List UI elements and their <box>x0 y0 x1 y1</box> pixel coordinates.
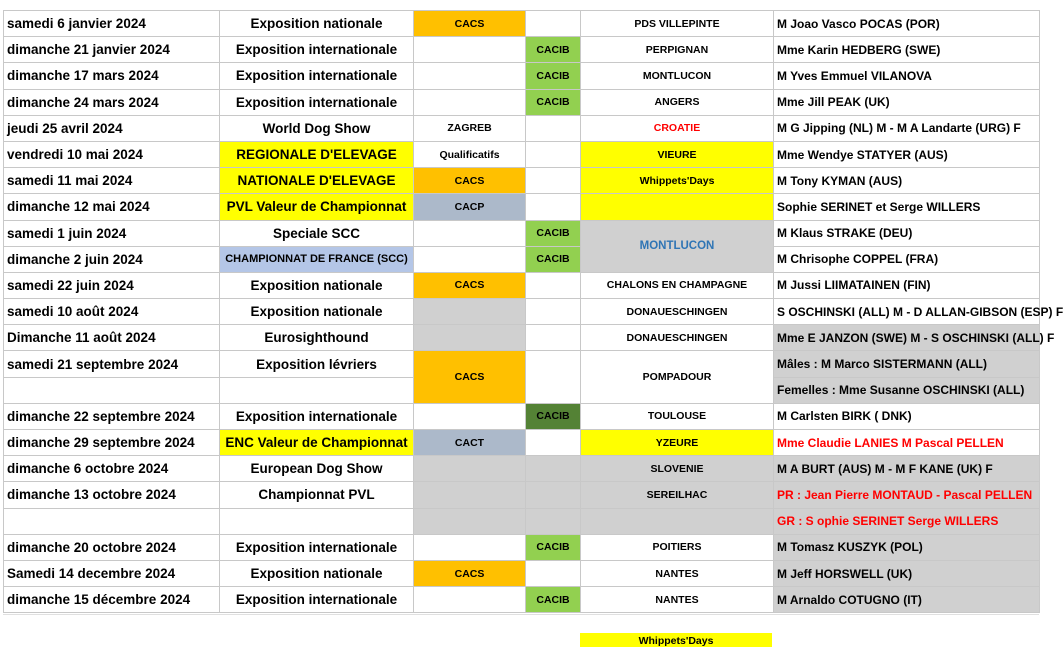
judge-cell[interactable]: M Chrisophe COPPEL (FRA) <box>774 246 1040 272</box>
cacib-cell[interactable] <box>526 325 581 351</box>
table-row <box>4 403 1040 429</box>
event-type-cell[interactable]: Exposition internationale <box>220 63 414 89</box>
date-cell[interactable]: jeudi 25 avril 2024 <box>4 115 220 141</box>
location-cell[interactable]: PERPIGNAN <box>581 37 774 63</box>
certificate-cell[interactable] <box>414 89 526 115</box>
certificate-cell[interactable] <box>414 587 526 613</box>
date-cell[interactable]: dimanche 13 octobre 2024 <box>4 482 220 508</box>
location-cell[interactable]: TOULOUSE <box>581 403 774 429</box>
judge-cell[interactable]: S OSCHINSKI (ALL) M - D ALLAN-GIBSON (ESP) F <box>774 299 1040 325</box>
judge-cell[interactable]: M Jeff HORSWELL (UK) <box>774 560 1040 586</box>
judge-cell[interactable]: Sophie SERINET et Serge WILLERS <box>774 194 1040 220</box>
cacib-cell[interactable] <box>526 456 581 482</box>
date-cell[interactable]: dimanche 29 septembre 2024 <box>4 430 220 456</box>
date-cell[interactable]: samedi 1 juin 2024 <box>4 220 220 246</box>
table-row <box>4 194 1040 220</box>
certificate-cell[interactable] <box>414 299 526 325</box>
judge-cell[interactable]: M G Jipping (NL) M - M A Landarte (URG) F <box>774 115 1040 141</box>
event-type-cell[interactable]: Exposition nationale <box>220 272 414 298</box>
table-row <box>4 115 1040 141</box>
certificate-cell[interactable]: Qualificatifs <box>414 141 526 167</box>
table-row <box>4 299 1040 325</box>
event-type-cell[interactable]: Exposition internationale <box>220 37 414 63</box>
location-cell[interactable]: YZEURE <box>581 430 774 456</box>
event-type-cell[interactable]: Exposition nationale <box>220 560 414 586</box>
certificate-cell[interactable]: CACS <box>414 272 526 298</box>
certificate-cell[interactable] <box>414 246 526 272</box>
certificate-cell[interactable]: CACS <box>414 351 526 403</box>
cacib-cell[interactable] <box>526 115 581 141</box>
certificate-cell[interactable]: CACS <box>414 11 526 37</box>
cacib-cell[interactable]: CACIB <box>526 403 581 429</box>
cacib-cell[interactable]: CACIB <box>526 246 581 272</box>
table-row <box>4 37 1040 63</box>
date-cell[interactable]: dimanche 24 mars 2024 <box>4 89 220 115</box>
table-row <box>4 508 1040 534</box>
certificate-cell[interactable] <box>414 403 526 429</box>
location-cell[interactable]: ANGERS <box>581 89 774 115</box>
location-cell[interactable]: SEREILHAC <box>581 482 774 508</box>
cacib-cell[interactable]: CACIB <box>526 89 581 115</box>
event-type-cell[interactable]: World Dog Show <box>220 115 414 141</box>
certificate-cell[interactable]: CACP <box>414 194 526 220</box>
cacib-cell[interactable] <box>526 141 581 167</box>
cacib-cell[interactable] <box>526 168 581 194</box>
table-row <box>4 534 1040 560</box>
cacib-cell[interactable] <box>526 299 581 325</box>
event-type-cell[interactable]: Exposition internationale <box>220 403 414 429</box>
date-cell[interactable]: dimanche 15 décembre 2024 <box>4 587 220 613</box>
event-type-cell[interactable]: NATIONALE D'ELEVAGE <box>220 168 414 194</box>
judge-cell[interactable]: M Klaus STRAKE (DEU) <box>774 220 1040 246</box>
judge-cell[interactable]: M Yves Emmuel VILANOVA <box>774 63 1040 89</box>
event-type-cell[interactable]: Exposition nationale <box>220 299 414 325</box>
location-cell[interactable]: DONAUESCHINGEN <box>581 325 774 351</box>
judge-cell[interactable]: Mme Karin HEDBERG (SWE) <box>774 37 1040 63</box>
event-type-cell[interactable]: Speciale SCC <box>220 220 414 246</box>
date-cell[interactable]: vendredi 10 mai 2024 <box>4 141 220 167</box>
date-cell[interactable]: dimanche 2 juin 2024 <box>4 246 220 272</box>
location-cell[interactable]: SLOVENIE <box>581 456 774 482</box>
certificate-cell[interactable] <box>414 37 526 63</box>
judge-cell[interactable]: M A BURT (AUS) M - M F KANE (UK) F <box>774 456 1040 482</box>
table-row <box>4 325 1040 351</box>
table-row <box>4 482 1040 508</box>
date-cell[interactable]: dimanche 6 octobre 2024 <box>4 456 220 482</box>
table-row <box>4 560 1040 586</box>
date-cell[interactable]: Dimanche 11 août 2024 <box>4 325 220 351</box>
location-cell[interactable]: NANTES <box>581 560 774 586</box>
judge-cell[interactable]: Femelles : Mme Susanne OSCHINSKI (ALL) <box>774 377 1040 403</box>
date-cell[interactable] <box>4 377 220 403</box>
judge-cell[interactable]: Mme E JANZON (SWE) M - S OSCHINSKI (ALL) F <box>774 325 1040 351</box>
cacib-cell[interactable]: CACIB <box>526 534 581 560</box>
certificate-cell[interactable] <box>414 220 526 246</box>
judge-cell[interactable]: PR : Jean Pierre MONTAUD - Pascal PELLEN <box>774 482 1040 508</box>
location-cell[interactable]: POITIERS <box>581 534 774 560</box>
event-type-cell[interactable]: Exposition internationale <box>220 89 414 115</box>
location-cell[interactable]: DONAUESCHINGEN <box>581 299 774 325</box>
certificate-cell[interactable] <box>414 482 526 508</box>
certificate-cell[interactable] <box>414 456 526 482</box>
event-type-cell[interactable]: Exposition internationale <box>220 534 414 560</box>
event-type-cell[interactable] <box>220 377 414 403</box>
table-row <box>4 89 1040 115</box>
cacib-cell[interactable]: CACIB <box>526 587 581 613</box>
judge-cell[interactable]: M Tomasz KUSZYK (POL) <box>774 534 1040 560</box>
location-cell[interactable]: MONTLUCON <box>581 63 774 89</box>
table-row <box>4 272 1040 298</box>
judge-cell[interactable]: Mâles : M Marco SISTERMANN (ALL) <box>774 351 1040 377</box>
certificate-cell[interactable] <box>414 63 526 89</box>
judge-cell[interactable]: M Tony KYMAN (AUS) <box>774 168 1040 194</box>
empty-spreadsheet-row <box>3 614 1039 635</box>
table-row <box>4 63 1040 89</box>
judge-cell[interactable]: M Carlsten BIRK ( DNK) <box>774 403 1040 429</box>
event-type-cell[interactable]: Exposition nationale <box>220 11 414 37</box>
judge-cell[interactable]: M Jussi LIIMATAINEN (FIN) <box>774 272 1040 298</box>
certificate-cell[interactable] <box>414 325 526 351</box>
table-row <box>4 430 1040 456</box>
cacib-cell[interactable] <box>526 560 581 586</box>
cacib-cell[interactable]: CACIB <box>526 37 581 63</box>
table-row <box>4 11 1040 37</box>
date-cell[interactable]: samedi 22 juin 2024 <box>4 272 220 298</box>
location-cell[interactable]: CHALONS EN CHAMPAGNE <box>581 272 774 298</box>
date-cell[interactable]: samedi 10 août 2024 <box>4 299 220 325</box>
judge-cell[interactable]: Mme Wendye STATYER (AUS) <box>774 141 1040 167</box>
cacib-cell[interactable] <box>526 194 581 220</box>
location-cell[interactable]: Whippets'Days <box>581 168 774 194</box>
cacib-cell[interactable]: CACIB <box>526 63 581 89</box>
table-row <box>4 220 1040 246</box>
event-type-cell[interactable] <box>220 508 414 534</box>
cacib-cell[interactable] <box>526 482 581 508</box>
cacib-cell[interactable] <box>526 351 581 403</box>
cacib-cell[interactable] <box>526 272 581 298</box>
event-type-cell[interactable]: Championnat PVL <box>220 482 414 508</box>
event-type-cell[interactable]: CHAMPIONNAT DE FRANCE (SCC) <box>220 246 414 272</box>
location-cell[interactable]: CROATIE <box>581 115 774 141</box>
certificate-cell[interactable]: CACT <box>414 430 526 456</box>
location-cell[interactable] <box>581 508 774 534</box>
date-cell[interactable]: samedi 11 mai 2024 <box>4 168 220 194</box>
judge-cell[interactable]: Mme Claudie LANIES M Pascal PELLEN <box>774 430 1040 456</box>
certificate-cell[interactable]: CACS <box>414 560 526 586</box>
judge-cell[interactable]: M Arnaldo COTUGNO (IT) <box>774 587 1040 613</box>
certificate-cell[interactable]: CACS <box>414 168 526 194</box>
event-type-cell[interactable]: European Dog Show <box>220 456 414 482</box>
certificate-cell[interactable]: ZAGREB <box>414 115 526 141</box>
table-row <box>4 351 1040 377</box>
date-cell[interactable]: Samedi 14 decembre 2024 <box>4 560 220 586</box>
table-row <box>4 456 1040 482</box>
table-row <box>4 587 1040 613</box>
location-cell[interactable]: NANTES <box>581 587 774 613</box>
date-cell[interactable]: dimanche 21 janvier 2024 <box>4 37 220 63</box>
judge-cell[interactable]: M Joao Vasco POCAS (POR) <box>774 11 1040 37</box>
cacib-cell[interactable] <box>526 11 581 37</box>
location-cell[interactable]: PDS VILLEPINTE <box>581 11 774 37</box>
certificate-cell[interactable] <box>414 508 526 534</box>
date-cell[interactable]: dimanche 22 septembre 2024 <box>4 403 220 429</box>
event-type-cell[interactable]: Exposition lévriers <box>220 351 414 377</box>
judge-cell[interactable]: Mme Jill PEAK (UK) <box>774 89 1040 115</box>
event-type-cell[interactable]: Eurosighthound <box>220 325 414 351</box>
location-cell[interactable]: MONTLUCON <box>581 220 774 272</box>
table-row <box>4 168 1040 194</box>
date-cell[interactable]: samedi 21 septembre 2024 <box>4 351 220 377</box>
date-cell[interactable] <box>4 508 220 534</box>
location-cell[interactable]: VIEURE <box>581 141 774 167</box>
event-type-cell[interactable]: REGIONALE D'ELEVAGE <box>220 141 414 167</box>
judge-cell[interactable]: GR : S ophie SERINET Serge WILLERS <box>774 508 1040 534</box>
date-cell[interactable]: dimanche 17 mars 2024 <box>4 63 220 89</box>
events-table <box>3 10 1063 613</box>
table-row <box>4 246 1040 272</box>
footer-location-cell[interactable]: Whippets'Days <box>580 633 772 647</box>
table-row <box>4 141 1040 167</box>
cacib-cell[interactable]: CACIB <box>526 220 581 246</box>
date-cell[interactable]: dimanche 20 octobre 2024 <box>4 534 220 560</box>
location-cell[interactable] <box>581 194 774 220</box>
date-cell[interactable]: dimanche 12 mai 2024 <box>4 194 220 220</box>
cacib-cell[interactable] <box>526 430 581 456</box>
certificate-cell[interactable] <box>414 534 526 560</box>
event-type-cell[interactable]: ENC Valeur de Championnat <box>220 430 414 456</box>
date-cell[interactable]: samedi 6 janvier 2024 <box>4 11 220 37</box>
event-type-cell[interactable]: Exposition internationale <box>220 587 414 613</box>
event-type-cell[interactable]: PVL Valeur de Championnat <box>220 194 414 220</box>
cacib-cell[interactable] <box>526 508 581 534</box>
location-cell[interactable]: POMPADOUR <box>581 351 774 403</box>
